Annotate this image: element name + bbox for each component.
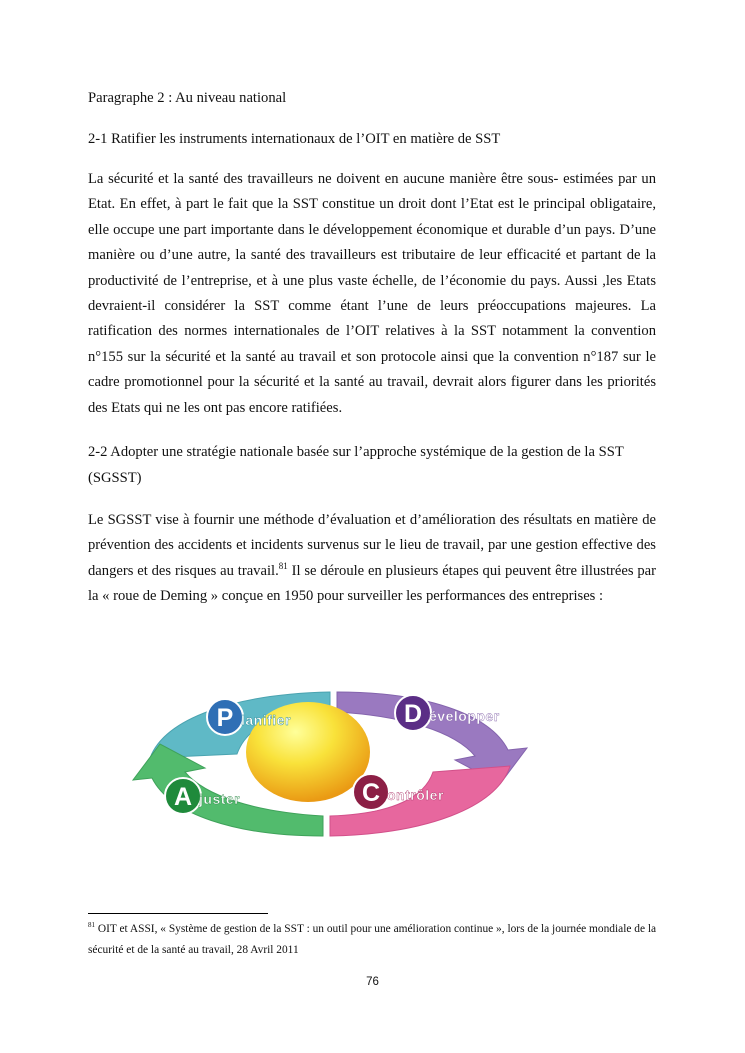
footnote-number: 81 [88, 921, 95, 929]
ajuster-text: juster [199, 791, 241, 807]
footnote-separator [88, 913, 268, 914]
planifier-initial: P [216, 704, 234, 732]
controler-text: ontrôler [387, 787, 444, 803]
section-title-2-2-continued: (SGSST) [88, 470, 142, 486]
section-title-2-2: 2-2 Adopter une stratégie nationale basée sur l’approche systémique de la gestion de la SST [88, 444, 624, 460]
controler-initial: C [361, 779, 381, 807]
footnote-text: OIT et ASSI, « Système de gestion de la SST : un outil pour une amélioration continue », lors de la journée mondiale de la sécurité et de la santé au travail, 28 Avril 2011 [88, 923, 657, 956]
section-title-2-1: 2-1 Ratifier les instruments internationaux de l’OIT en matière de SST [88, 131, 501, 147]
deming-wheel-diagram [125, 688, 535, 838]
footnote-reference[interactable]: 81 [278, 560, 288, 571]
developper-text: évelopper [429, 708, 500, 724]
footnote [88, 919, 658, 961]
page-number: 76 [366, 976, 379, 988]
developper-initial: D [403, 700, 423, 728]
section-body-2-2 [88, 508, 656, 610]
ajuster-initial: A [173, 783, 193, 811]
body-text-before-note: Le SGSST vise à fournir une méthode d’évaluation et d’amélioration des résultats en matière de prévention des accidents et incidents survenus sur le lieu de travail, par une gestion effective des dangers et des risques au travail. [88, 512, 656, 579]
planifier-text: lanifier [241, 712, 291, 728]
paragraph-heading: Paragraphe 2 : Au niveau national [88, 90, 287, 106]
section-body-2-1: La sécurité et la santé des travailleurs ne doivent en aucune manière être sous- estimées par un Etat. En effet, à part le fait que la SST constitue un droit dont l’Etat est le principal obligataire, elle occupe une part importante dans le développement économique et durable d’un pays. D’une manière ou d’une autre, la santé des travailleurs est tributaire de leur efficacité et partant de la productivité de l’entreprise, et à une plus vaste échelle, de l’économie du pays. Aussi ,les Etats devraient-il considérer la SST comme étant l’une de leurs préoccupations majeures. La ratification des normes internationales de l’OIT relatives à la SST notamment la convention n°155 sur la sécurité et la santé au travail et son protocole ainsi que la convention n°187 sur le cadre promotionnel pour la sécurité et la santé au travail, devrait alors figurer dans les priorités des Etats qui ne les ont pas encore ratifiées. [88, 171, 656, 416]
body-text-after-note: Il se déroule en plusieurs étapes qui peuvent être illustrées par la « roue de Deming » conçue en 1950 pour surveiller les performances des entreprises : [88, 562, 657, 605]
